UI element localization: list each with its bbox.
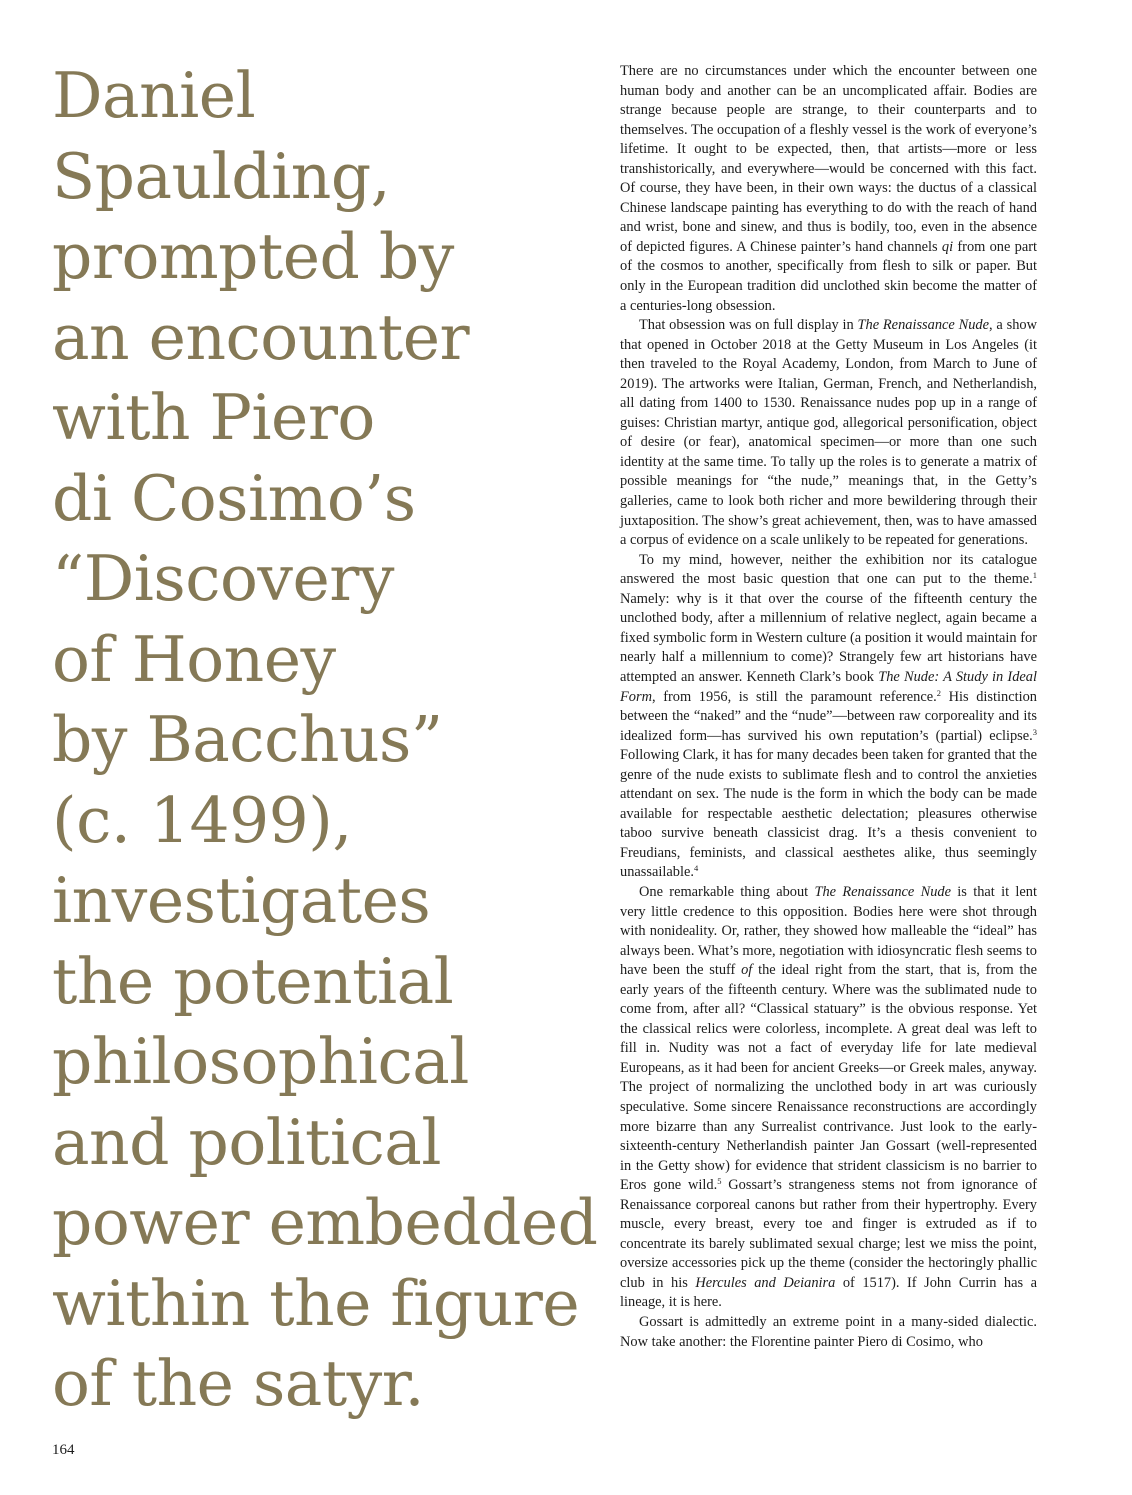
pull-quote-line: of the satyr. xyxy=(52,1347,424,1420)
text-run: from one part of the cosmos to another, specifically from flesh to silk or paper. But only in the European tradition did unclothed skin become the matter of a centuries-long obsession. xyxy=(620,238,1037,314)
pull-quote-line: “Discovery xyxy=(52,542,394,615)
pull-quote-line: of Honey xyxy=(52,622,336,696)
pull-quote-line: Spaulding, xyxy=(52,139,391,213)
text-run: There are no circumstances under which the encounter between one human body and another can be an uncomplicated affair. Bodies are strange because people are strange, to their counterparts and to themselves. The occupation of a fleshly vessel is the work of everyone’s lifetime. It ought to be expected, then, that artists—more or less transhistorically, and everywhere—would be concerned with this fact. Of course, they have been, in their own ways: the ductus of a classical Chinese landscape painting has everything to do with the reach of hand and wrist, bone and sinew, and thus is bodily, too, even in the absence of depicted figures. A Chinese painter’s hand channels xyxy=(620,63,1037,255)
text-run: Gossart’s strangeness stems not from ignorance of Renaissance corporeal canons but rather from their hypertrophy. Every muscle, every breast, every toe and finger is extruded as if to concentrate its barely sublimated sexual charge; lest we miss the point, oversize accessories pick up the theme (consider the hectoringly phallic club in his xyxy=(620,1177,1037,1291)
text-run: That obsession was on full display in xyxy=(639,317,858,334)
pull-quote-line: an encounter xyxy=(52,300,470,374)
text-run: To my mind, however, neither the exhibition nor its catalogue answered the most basic question that one can put to the theme. xyxy=(620,551,1037,588)
footnote-ref: 3 xyxy=(1032,726,1037,737)
paragraph-5 xyxy=(620,1313,1037,1352)
footnote-ref: 1 xyxy=(1032,570,1037,581)
italic-title: The Nude: A Study in Ideal Form xyxy=(620,668,1037,705)
pull-quote-line: Daniel xyxy=(52,59,256,132)
text-run: His distinction between the “naked” and the “nude”—between raw corporeality and its idealized form—has survived his own reputation’s (partial) eclipse. xyxy=(620,688,1037,744)
footnote-ref: 5 xyxy=(717,1176,722,1187)
footnote-ref: 2 xyxy=(936,687,941,698)
pull-quote-line: (c. 1499), xyxy=(52,783,352,857)
text-run: Following Clark, it has for many decades been taken for granted that the genre of the nude exists to sublimate flesh and to control the anxieties attendant on sex. The nude is the form in which the body can be made available for respectable aesthetic delectation; pleasures otherwise taboo survive beneath classicist drag. It’s a thesis convenient to Freudians, feminists, and classical aesthetes alike, thus seemingly unassailable. xyxy=(620,747,1037,881)
pull-quote-line: by Bacchus” xyxy=(52,703,443,776)
article-body xyxy=(620,62,1037,1352)
text-run: of 1517). If John Currin has a lineage, it is here. xyxy=(620,1274,1037,1311)
italic-term: qi xyxy=(941,238,954,255)
footnote-ref: 4 xyxy=(693,863,699,874)
text-run: is that it lent very little credence to this opposition. Bodies here were shot through with nonideality. Or, rather, they showed how malleable the “ideal” has always been. What’s more, negotiation with idiosyncratic flesh seems to have been the stuff xyxy=(620,883,1037,979)
text-run: the ideal right from the start, that is, from the early years of the fifteenth century. Where was the sublimated nude to come from, after all? “Classical statuary” is the obvious response. Yet the classical relics were colorless, incomplete. A great deal was left to fill in. Nudity was not a fact of everyday life for late medieval Europeans, as it had been for ancient Greeks—or Greek males, anyway. The project of normalizing the unclothed body in art was curiously speculative. Some sincere Renaissance reconstructions are accordingly more bizarre than any Surrealist contrivance. Just look to the early-sixteenth-century Netherlandish painter Jan Gossart (well-represented in the Getty show) for evidence that strident classicism is no barrier to Eros gone wild. xyxy=(620,962,1037,1194)
italic-word: of xyxy=(741,962,753,979)
pull-quote-line: philosophical xyxy=(52,1025,469,1098)
pull-quote-line: the potential xyxy=(52,944,454,1018)
pull-quote-line: power embedded xyxy=(52,1186,598,1259)
page-number: 164 xyxy=(52,1442,75,1458)
text-run: , a show that opened in October 2018 at the Getty Museum in Los Angeles (it then traveled to the Royal Academy, London, from March to June of 2019). The artworks were Italian, German, French, and Netherlandish, all dating from 1400 to 1530. Renaissance nudes pop up in a range of guises: Christian martyr, antique god, allegorical personification, object of desire (or fear), anatomical specimen—or more than one such identity at the same time. To tally up the roles is to generate a matrix of possible meanings for “the nude,” meanings that, in the Getty’s galleries, came to look both richer and more bewildering through their juxtaposition. The show’s great achievement, then, was to have amassed a corpus of evidence on a scale unlikely to be repeated for generations. xyxy=(620,317,1037,549)
paragraph-4 xyxy=(620,883,1037,1313)
paragraph-3 xyxy=(620,551,1037,883)
pull-quote-line: and political xyxy=(52,1105,442,1179)
italic-title: Hercules and Deianira xyxy=(695,1274,836,1291)
paragraph-2 xyxy=(620,316,1037,551)
italic-title: The Renaissance Nude xyxy=(857,317,990,334)
italic-title: The Renaissance Nude xyxy=(814,883,951,900)
text-run: Namely: why is it that over the course of the fifteenth century the unclothed body, after a millennium of relative neglect, again became a fixed symbolic form in Western culture (a position it would maintain for nearly half a millennium to come)? Strangely few art historians have attempted an answer. Kenneth Clark’s book xyxy=(620,590,1037,685)
pull-quote-line: with Piero xyxy=(52,381,375,454)
text-run: Gossart is admittedly an extreme point in a many-sided dialectic. Now take another: the Florentine painter Piero di Cosimo, who xyxy=(620,1314,1037,1350)
pull-quote-line: di Cosimo’s xyxy=(52,461,416,535)
pull-quote-line: investigates xyxy=(52,864,431,937)
pull-quote-line: prompted by xyxy=(52,220,454,293)
text-run: , from 1956, is still the paramount reference. xyxy=(651,688,937,705)
pull-quote xyxy=(52,56,597,1425)
pull-quote-line: within the figure xyxy=(52,1266,580,1340)
paragraph-1 xyxy=(620,62,1037,316)
text-run: One remarkable thing about xyxy=(639,883,815,900)
